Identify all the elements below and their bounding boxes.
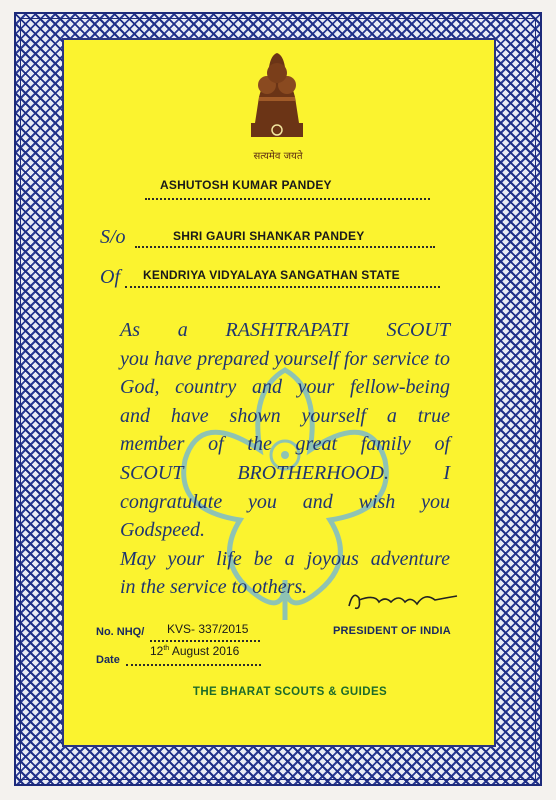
date-suffix: th <box>163 645 170 652</box>
message-line: and have shown yourself a true <box>120 404 450 427</box>
organisation-name: THE BHARAT SCOUTS & GUIDES <box>192 686 388 698</box>
message-line: SCOUT BROTHERHOOD. I <box>120 461 450 484</box>
message-line: May your life be a joyous adventure <box>120 547 450 570</box>
signature-icon <box>345 586 465 616</box>
message-line: member of the great family of <box>120 433 450 456</box>
message-line: God, country and your fellow-being <box>120 376 450 399</box>
date-label: Date <box>96 654 120 666</box>
date-rest: August 2016 <box>169 644 240 658</box>
son-of-value: SHRI GAURI SHANKAR PANDEY <box>173 229 365 243</box>
recipient-name: ASHUTOSH KUMAR PANDEY <box>160 178 332 192</box>
message-line: As a RASHTRAPATI SCOUT <box>120 319 450 341</box>
number-dotted-line <box>150 640 260 642</box>
emblem-motto: सत्यमेव जयते <box>253 151 303 162</box>
of-label: Of <box>100 266 120 288</box>
date-dotted-line <box>126 664 261 666</box>
of-dotted-line <box>125 286 440 288</box>
son-of-dotted-line <box>135 246 435 248</box>
name-dotted-line <box>145 198 430 200</box>
signatory-title: PRESIDENT OF INDIA <box>333 625 451 637</box>
certificate-message <box>120 316 450 602</box>
son-of-label: S/o <box>100 226 126 248</box>
message-line: in the service to others. <box>120 576 308 599</box>
number-value: KVS- 337/2015 <box>167 622 249 636</box>
date-day: 12 <box>150 644 164 658</box>
message-line: congratulate you and wish you Godspeed. <box>120 490 450 542</box>
number-label: No. NHQ/ <box>96 626 145 638</box>
message-line: you have prepared yourself for service to <box>120 347 450 370</box>
date-value <box>150 644 239 658</box>
of-value: KENDRIYA VIDYALAYA SANGATHAN STATE <box>143 268 400 282</box>
national-emblem-icon <box>245 45 309 145</box>
